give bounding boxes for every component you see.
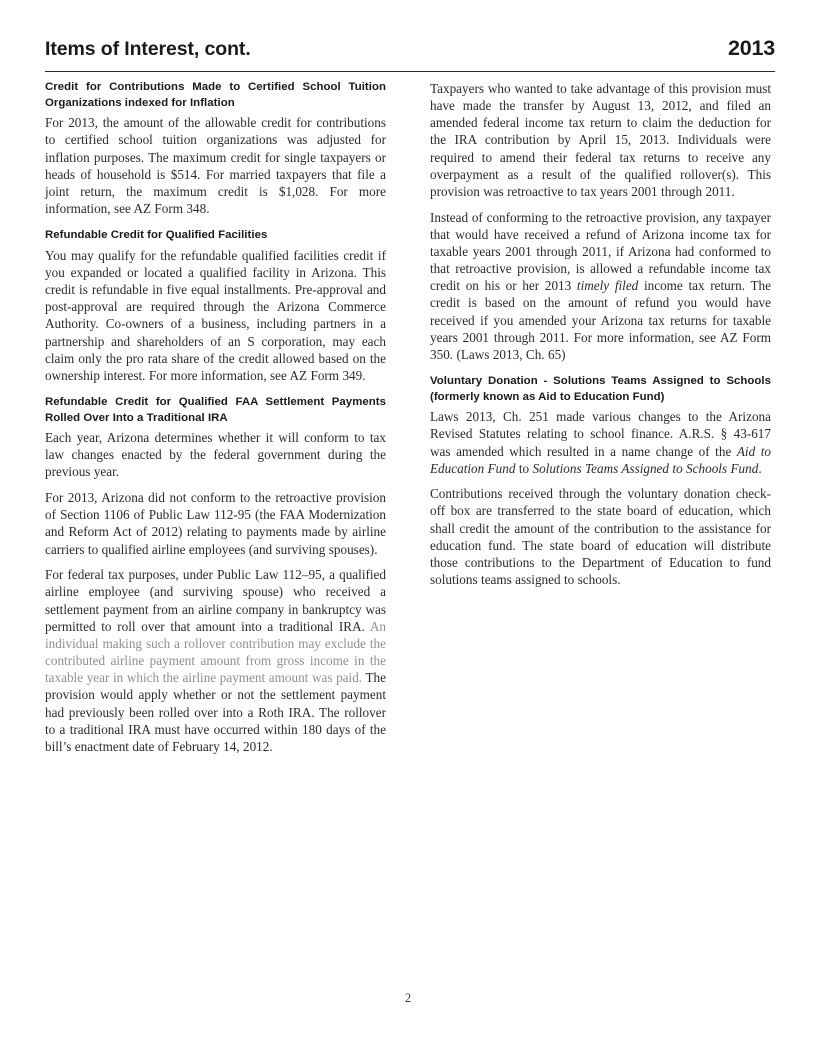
section-heading-school-tuition: Credit for Contributions Made to Certified School Tuition Organizations indexed for Inflation [45,81,386,109]
emphasis-aid-to-education-fund: Aid to Education Fund [430,443,772,476]
page-header [45,38,775,74]
paragraph-taxpayers-advantage: Taxpayers who wanted to take advantage of this provision must have made the transfer by August 13, 2012, and filed an amended federal income tax return to claim the deduction for the IRA contribution by April 15, 2013. Individuals were required to amend their federal tax returns to receive any overpayment as a result of the qualified rollover(s). This provision was retroactive to tax years 2001 through 2011. [430,81,771,199]
paragraph-faa-3-part2: The provision would apply whether or not the settlement payment had previously been rolled over into a Roth IRA. The rollover to a traditional IRA must have occurred within 180 days of the bill’s enactment date of February 14, 2012. [45,670,386,754]
paragraph-instead-part2: income tax return. The credit is based on the amount of refund you would have received if you amended your Arizona tax returns for taxable years 2001 through 2011. For more information, see AZ Form 350. (Laws 2013, Ch. 65) [430,278,772,362]
paragraph-name-change [430,408,771,477]
paragraph-name-change-part1: Laws 2013, Ch. 251 made various changes to the Arizona Revised Statutes relating to school finance. A.R.S. § 43-617 was amended which resulted in a name change of the [430,409,771,459]
paragraph-qualified-facilities-1: You may qualify for the refundable qualified facilities credit if you expanded or located a qualified facility in Arizona. This credit is refundable in five equal installments. Pre-approval and post-approval are required through the Arizona Commerce Authority. Co-owners of a business, including partners in a partnership and shareholders of an S corporation, may each claim only the pro rata share of the credit allowed based on the ownership interest. For more information, see AZ Form 349. [45,247,386,383]
section-heading-faa-settlement: Refundable Credit for Qualified FAA Settlement Payments Rolled Over Into a Traditional IRA [45,395,386,424]
section-qualified-facilities [45,228,386,384]
paragraph-faa-3-part1: For federal tax purposes, under Public Law 112–95, a qualified airline employee (and surviving spouse) who received a settlement payment from an airline company in bankruptcy was permitted to roll over that amount into a traditional IRA. [45,567,386,634]
emphasis-timely-filed: timely filed [576,278,639,294]
paragraph-instead-conforming [430,209,771,363]
paragraph-faa-3-faded-text: An individual making such a rollover contribution may exclude the contributed airline payment amount from gross income in the taxable year in which the airline payment amount was paid. [45,618,386,686]
section-credit-school-tuition [45,80,386,217]
section-heading-voluntary-donation: Voluntary Donation - Solutions Teams Assigned to Schools (formerly known as Aid to Education Fund) [430,375,771,403]
paragraph-instead-part1: Instead of conforming to the retroactive provision, any taxpayer that would have received a refund of Arizona income tax for taxable years 2001 through 2011, if Arizona had conformed to that retroactive provision, is allowed a refundable income tax credit on his or her 2013 [430,209,771,294]
paragraph-faa-1: Each year, Arizona determines whether it will conform to tax law changes enacted by the federal government during the previous year. [45,430,386,480]
paragraph-contributions-checkoff: Contributions received through the voluntary donation check-off box are transferred to the state board of education, which shall credit the amount of the contribution to the assistance for education fund. The state board of education will distribute those contributions to the Department of Education to fund solutions teams assigned to schools. [430,486,771,588]
page-title: Items of Interest, cont. [45,38,251,60]
tax-year-label: 2013 [727,36,775,60]
paragraph-name-change-part3: . [758,460,762,476]
section-faa-settlement [45,395,386,755]
emphasis-solutions-teams-fund: Solutions Teams Assigned to Schools Fund [532,460,759,476]
section-voluntary-donation [430,374,771,588]
right-column [430,80,771,588]
paragraph-faa-3 [45,566,386,755]
paragraph-school-tuition-1: For 2013, the amount of the allowable credit for contributions to certified school tuition organizations was adjusted for inflation purposes. The maximum credit for single taxpayers or heads of household is $514. For married taxpayers that file a joint return, the maximum credit is $1,028. For more information, see AZ Form 348. [45,115,386,216]
paragraph-name-change-part2: to [515,460,533,476]
paragraph-faa-2: For 2013, Arizona did not conform to the retroactive provision of Section 1106 of Public Law 112-95 (the FAA Modernization and Reform Act of 2012) relating to payments made by airline carriers to qualified airline employees (and surviving spouses). [45,490,386,557]
left-column [45,80,386,755]
page-number: 2 [404,991,412,1005]
section-heading-qualified-facilities: Refundable Credit for Qualified Facilities [45,229,268,242]
header-divider [45,71,775,72]
